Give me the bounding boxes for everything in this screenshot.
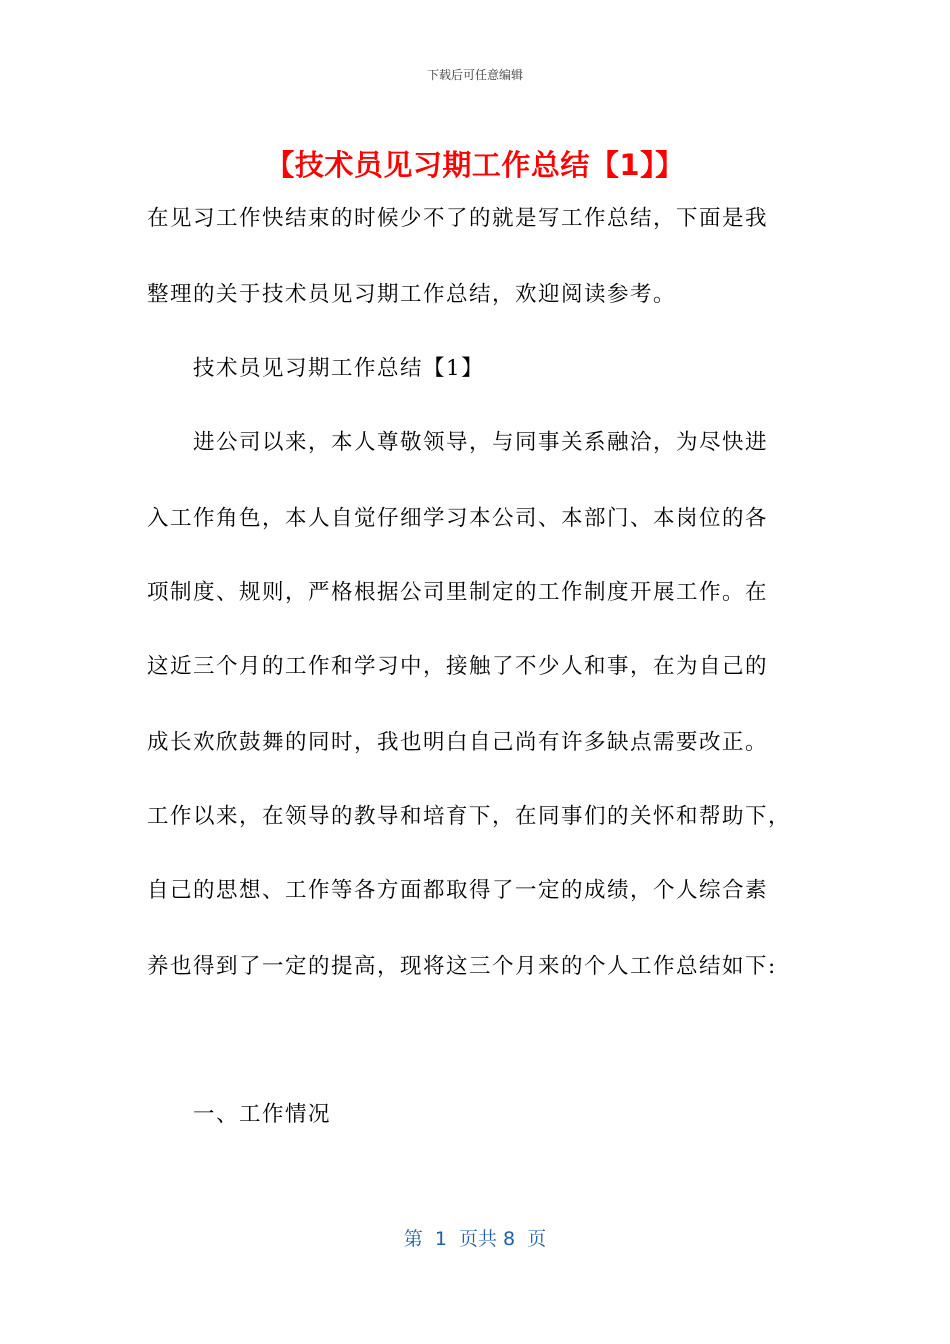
document-title: 【技术员见习期工作总结【1】】 xyxy=(265,148,685,182)
body-line: 在见习工作快结束的时候少不了的就是写工作总结，下面是我 xyxy=(147,206,769,231)
body-line: 进公司以来，本人尊敬领导，与同事关系融洽，为尽快进 xyxy=(193,430,769,455)
body-line: 这近三个月的工作和学习中，接触了不少人和事，在为自己的 xyxy=(147,654,769,679)
page-footer: 第 1 页共 8 页 xyxy=(403,1228,547,1250)
body-line: 入工作角色，本人自觉仔细学习本公司、本部门、本岗位的各 xyxy=(147,506,769,531)
body-line: 成长欢欣鼓舞的同时，我也明白自己尚有许多缺点需要改正。 xyxy=(147,730,769,755)
section-subtitle: 技术员见习期工作总结【1】 xyxy=(193,356,485,381)
header-note: 下载后可任意编辑 xyxy=(426,68,523,82)
section-heading: 一、工作情况 xyxy=(193,1102,332,1127)
body-line: 工作以来，在领导的教导和培育下，在同事们的关怀和帮助下， xyxy=(147,804,792,829)
body-line: 整理的关于技术员见习期工作总结，欢迎阅读参考。 xyxy=(147,282,677,307)
body-line: 项制度、规则，严格根据公司里制定的工作制度开展工作。在 xyxy=(147,580,769,605)
body-line: 养也得到了一定的提高，现将这三个月来的个人工作总结如下: xyxy=(147,954,777,979)
body-line: 自己的思想、工作等各方面都取得了一定的成绩，个人综合素 xyxy=(147,878,769,903)
